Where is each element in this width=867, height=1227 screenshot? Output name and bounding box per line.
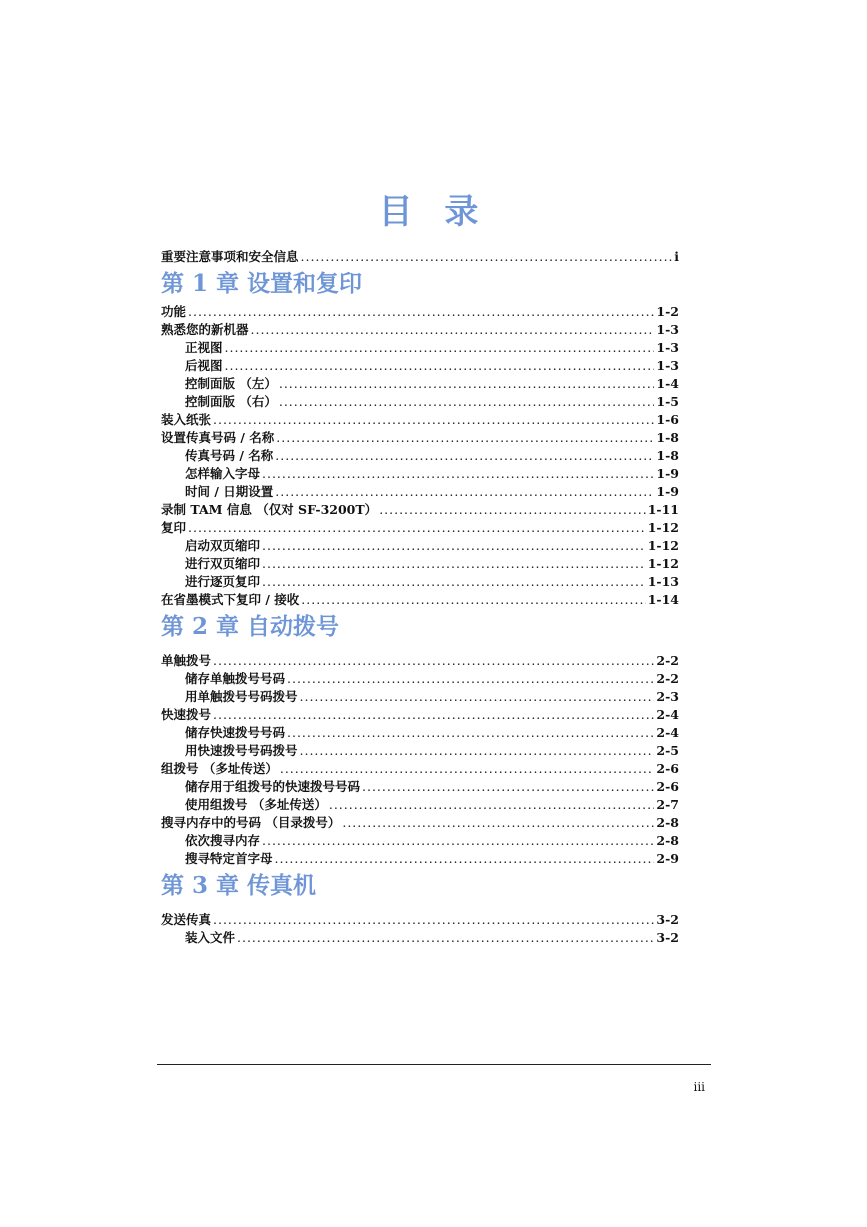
toc-entry[interactable]: [161, 652, 679, 670]
dot-leader: [225, 357, 655, 375]
toc-entry-label: 复印: [161, 520, 187, 535]
dot-leader: [362, 778, 654, 796]
toc-entry-page: 1-12: [647, 520, 679, 535]
dot-leader: [342, 814, 654, 832]
toc-entry-page: 1-12: [647, 538, 679, 553]
dot-leader: [188, 303, 654, 321]
dot-leader: [279, 393, 655, 411]
toc-entry-label: 启动双页缩印: [185, 538, 261, 553]
toc-entry-page: 1-11: [647, 502, 679, 517]
dot-leader: [276, 429, 654, 447]
toc-entry[interactable]: [161, 429, 679, 447]
toc-entry-label: 储存单触拨号号码: [185, 671, 286, 686]
toc-subentry[interactable]: [161, 724, 679, 742]
toc-entry[interactable]: [161, 411, 679, 429]
toc-entry-page: 1-8: [656, 430, 679, 445]
toc-subentry[interactable]: [161, 573, 679, 591]
dot-leader: [225, 339, 655, 357]
toc-entry-label: 依次搜寻内存: [185, 833, 261, 848]
toc-subentry[interactable]: [161, 555, 679, 573]
toc-entry-label: 录制 TAM 信息 （仅对 SF-3200T）: [161, 502, 378, 517]
toc-entry-page: 1-12: [647, 556, 679, 571]
toc-entry-label: 组拨号 （多址传送）: [161, 761, 278, 776]
dot-leader: [213, 911, 654, 929]
toc-entry-label: 搜寻特定首字母: [185, 851, 273, 866]
dot-leader: [329, 796, 655, 814]
chapter-heading: 第 2 章 自动拨号: [161, 613, 340, 640]
toc-entry-page: 2-4: [656, 725, 679, 740]
table-of-contents: [161, 248, 679, 947]
toc-entry[interactable]: [161, 706, 679, 724]
toc-entry-page: 1-5: [656, 394, 679, 409]
toc-subentry[interactable]: [161, 850, 679, 868]
toc-entry[interactable]: [161, 501, 679, 519]
dot-leader: [300, 688, 655, 706]
dot-leader: [251, 321, 655, 339]
chapter-heading: 第 1 章 设置和复印: [161, 270, 363, 297]
toc-entry-label: 功能: [161, 304, 187, 319]
toc-entry-label: 快速拨号: [161, 707, 212, 722]
dot-leader: [262, 555, 646, 573]
dot-leader: [237, 929, 654, 947]
dot-leader: [188, 519, 646, 537]
toc-entry-page: 2-2: [656, 671, 679, 686]
dot-leader: [213, 652, 654, 670]
dot-leader: [301, 591, 645, 609]
toc-entry-label: 后视图: [185, 358, 223, 373]
dot-leader: [287, 724, 654, 742]
dot-leader: [279, 375, 655, 393]
toc-entry-label: 进行双页缩印: [185, 556, 261, 571]
dot-leader: [213, 706, 654, 724]
dot-leader: [287, 670, 654, 688]
toc-entry-label: 熟悉您的新机器: [161, 322, 249, 337]
toc-subentry[interactable]: [161, 778, 679, 796]
toc-subentry[interactable]: [161, 357, 679, 375]
toc-entry-label: 储存快速拨号号码: [185, 725, 286, 740]
toc-subentry[interactable]: [161, 688, 679, 706]
toc-entry-label: 装入纸张: [161, 412, 212, 427]
page-title: 目 录: [378, 192, 489, 232]
toc-entry-page: 2-6: [656, 761, 679, 776]
toc-entry[interactable]: [161, 519, 679, 537]
footer-rule: [157, 1064, 711, 1065]
dot-leader: [300, 742, 655, 760]
toc-entry-page: 1-3: [656, 322, 679, 337]
dot-leader: [262, 832, 654, 850]
toc-subentry[interactable]: [161, 537, 679, 555]
toc-entry-label: 进行逐页复印: [185, 574, 261, 589]
toc-entry-label: 用单触拨号号码拨号: [185, 689, 298, 704]
toc-entry-page: 2-8: [656, 833, 679, 848]
toc-entry-page: 2-5: [656, 743, 679, 758]
dot-leader: [275, 447, 654, 465]
toc-entry-label: 正视图: [185, 340, 223, 355]
toc-entry-page: 1-3: [656, 340, 679, 355]
dot-leader: [213, 411, 654, 429]
toc-entry-page: 1-9: [656, 484, 679, 499]
toc-entry-page: 3-2: [656, 912, 679, 927]
toc-entry-page: 2-3: [656, 689, 679, 704]
chapter-heading: 第 3 章 传真机: [161, 872, 317, 899]
toc-entry-page: 2-6: [656, 779, 679, 794]
toc-entry-page: 2-4: [656, 707, 679, 722]
dot-leader: [379, 501, 646, 519]
dot-leader: [275, 483, 654, 501]
toc-subentry[interactable]: [161, 742, 679, 760]
dot-leader: [280, 760, 655, 778]
toc-entry[interactable]: [161, 814, 679, 832]
toc-subentry[interactable]: [161, 483, 679, 501]
toc-entry-page: 1-4: [656, 376, 679, 391]
toc-subentry[interactable]: [161, 375, 679, 393]
toc-entry[interactable]: [161, 591, 679, 609]
toc-entry-label: 发送传真: [161, 912, 212, 927]
toc-entry-page: 1-14: [647, 592, 679, 607]
toc-entry-page: 1-3: [656, 358, 679, 373]
toc-entry-label: 时间 / 日期设置: [185, 484, 274, 499]
dot-leader: [275, 850, 655, 868]
toc-subentry[interactable]: [161, 339, 679, 357]
toc-entry[interactable]: [161, 760, 679, 778]
page-number: iii: [693, 1080, 705, 1094]
toc-subentry[interactable]: [161, 796, 679, 814]
toc-entry-page: 1-9: [656, 466, 679, 481]
toc-entry-page: 3-2: [656, 930, 679, 945]
toc-subentry[interactable]: [161, 832, 679, 850]
toc-entry-label: 单触拨号: [161, 653, 212, 668]
dot-leader: [301, 248, 673, 266]
toc-entry-page: i: [674, 249, 679, 264]
toc-entry-label: 搜寻内存中的号码 （目录拨号）: [161, 815, 341, 830]
toc-entry-page: 2-9: [656, 851, 679, 866]
toc-entry[interactable]: [161, 248, 679, 266]
toc-subentry[interactable]: [161, 465, 679, 483]
toc-entry[interactable]: [161, 303, 679, 321]
toc-entry-label: 控制面版 （右）: [185, 394, 277, 409]
toc-subentry[interactable]: [161, 393, 679, 411]
toc-entry-page: 2-7: [656, 797, 679, 812]
toc-entry-label: 控制面版 （左）: [185, 376, 277, 391]
toc-entry-page: 1-6: [656, 412, 679, 427]
toc-entry-label: 储存用于组拨号的快速拨号号码: [185, 779, 361, 794]
toc-entry-label: 使用组拨号 （多址传送）: [185, 797, 327, 812]
toc-entry-page: 2-8: [656, 815, 679, 830]
dot-leader: [262, 465, 654, 483]
toc-entry-page: 1-13: [647, 574, 679, 589]
toc-entry-page: 1-8: [656, 448, 679, 463]
toc-entry-label: 在省墨模式下复印 / 接收: [161, 592, 300, 607]
toc-subentry[interactable]: [161, 670, 679, 688]
toc-entry-label: 传真号码 / 名称: [185, 448, 274, 463]
toc-subentry[interactable]: [161, 447, 679, 465]
toc-entry-label: 设置传真号码 / 名称: [161, 430, 275, 445]
toc-entry-label: 用快速拨号号码拨号: [185, 743, 298, 758]
toc-entry-label: 怎样输入字母: [185, 466, 261, 481]
toc-entry[interactable]: [161, 321, 679, 339]
toc-entry-label: 重要注意事项和安全信息: [161, 249, 299, 264]
toc-entry-page: 2-2: [656, 653, 679, 668]
toc-entry[interactable]: [161, 911, 679, 929]
dot-leader: [262, 573, 646, 591]
toc-entry-page: 1-2: [656, 304, 679, 319]
dot-leader: [262, 537, 646, 555]
toc-subentry[interactable]: [161, 929, 679, 947]
toc-entry-label: 装入文件: [185, 930, 236, 945]
